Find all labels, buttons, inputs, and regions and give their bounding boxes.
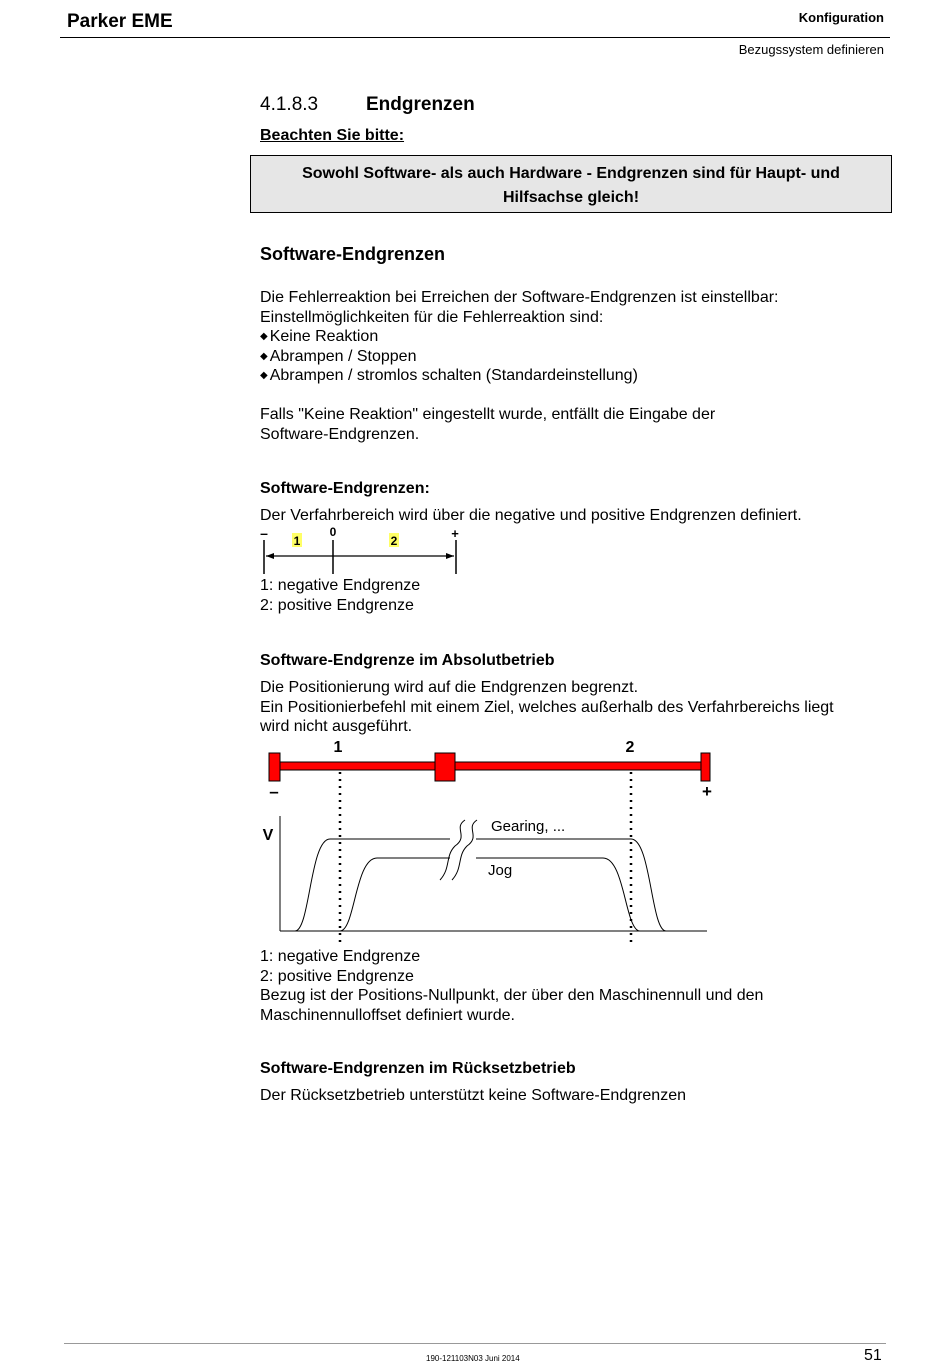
absolute-legend [260, 947, 763, 1025]
range-text: Der Verfahrbereich wird über die negative und positive Endgrenzen definiert. [260, 507, 802, 524]
bar-plus-label: + [702, 782, 712, 801]
jog-label: Jog [488, 862, 513, 879]
option-item: ◆ Abrampen / Stoppen [260, 347, 417, 365]
intro-line-2: Einstellmöglichkeiten für die Fehlerreaktion sind: [260, 308, 604, 326]
reference-line-1: Bezug ist der Positions-Nullpunkt, der über den Maschinennull und den [260, 987, 764, 1004]
limit-2-label: 2 [625, 739, 635, 756]
velocity-axis-label: V [262, 827, 274, 844]
intro-line-1: Die Fehlerreaktion bei Erreichen der Software-Endgrenzen ist einstellbar: [260, 289, 779, 306]
travel-bar-right-stop [701, 753, 710, 781]
bar-minus-label: – [269, 782, 279, 801]
page-number: 51 [864, 1347, 882, 1364]
falls-line-1: Falls "Keine Reaktion" eingestellt wurde, entfällt die Eingabe der [260, 406, 716, 423]
legend-negative: 1: negative Endgrenze [260, 948, 421, 965]
absolute-diagram [255, 732, 725, 948]
header-rule [60, 37, 890, 38]
absolute-line-2: Ein Positionierbefehl mit einem Ziel, welches außerhalb des Verfahrbereichs liegt [260, 698, 834, 716]
falls-line-2: Software-Endgrenzen. [260, 425, 420, 443]
legend-positive: 2: positive Endgrenze [260, 967, 414, 985]
arrow-right-icon [446, 553, 454, 559]
document-number: 190-121103N03 Juni 2014 [426, 1354, 520, 1363]
section-number: 4.1.8.3 [260, 94, 319, 115]
absolute-heading: Software-Endgrenze im Absolutbetrieb [260, 652, 555, 669]
note-box [250, 155, 892, 213]
gearing-label: Gearing, ... [491, 818, 566, 835]
note-line-1: Sowohl Software- als auch Hardware - Endgrenzen sind für Haupt- und [302, 165, 840, 182]
software-limits-text [260, 288, 778, 444]
diamond-bullet-icon: ◆ [260, 370, 268, 381]
reset-heading: Software-Endgrenzen im Rücksetzbetrieb [260, 1060, 576, 1077]
range-label-2: 2 [390, 534, 398, 548]
note-line-2: Hilfsachse gleich! [502, 189, 640, 206]
absolute-text [260, 678, 834, 737]
subchapter-title: Bezugssystem definieren [738, 42, 884, 57]
note-label: Beachten Sie bitte: [260, 127, 405, 144]
reset-text: Der Rücksetzbetrieb unterstützt keine Software-Endgrenzen [260, 1087, 686, 1104]
software-limits-heading: Software-Endgrenzen [260, 244, 446, 264]
brand-name: Parker EME [67, 11, 173, 32]
range-minus-label: – [260, 525, 268, 541]
diamond-bullet-icon: ◆ [260, 331, 268, 342]
range-label-1: 1 [293, 534, 301, 548]
chapter-title: Konfiguration [798, 10, 884, 25]
option-item: ◆ Abrampen / stromlos schalten (Standardeinstellung) [260, 367, 638, 384]
arrow-left-icon [266, 553, 274, 559]
range-zero-label: 0 [329, 525, 337, 539]
footer-rule [64, 1343, 886, 1344]
legend-negative: 1: negative Endgrenze [260, 577, 421, 594]
reference-line-2: Maschinennulloffset definiert wurde. [260, 1006, 515, 1024]
range-legend [260, 576, 420, 615]
travel-bar-left-stop [269, 753, 280, 781]
travel-bar-track [280, 762, 710, 770]
section-title: Endgrenzen [366, 94, 475, 115]
range-diagram [255, 522, 470, 578]
diamond-bullet-icon: ◆ [260, 350, 268, 362]
limit-1-label: 1 [333, 739, 343, 756]
travel-bar-carriage [435, 753, 455, 781]
absolute-line-3: wird nicht ausgeführt. [260, 718, 413, 735]
gearing-curve [295, 839, 666, 931]
option-item: ◆ Keine Reaktion [260, 328, 379, 345]
travel-bar [269, 753, 710, 781]
range-plus-label: + [451, 526, 459, 541]
range-heading: Software-Endgrenzen: [260, 480, 430, 497]
absolute-line-1: Die Positionierung wird auf die Endgrenzen begrenzt. [260, 679, 639, 696]
legend-positive: 2: positive Endgrenze [260, 596, 414, 614]
